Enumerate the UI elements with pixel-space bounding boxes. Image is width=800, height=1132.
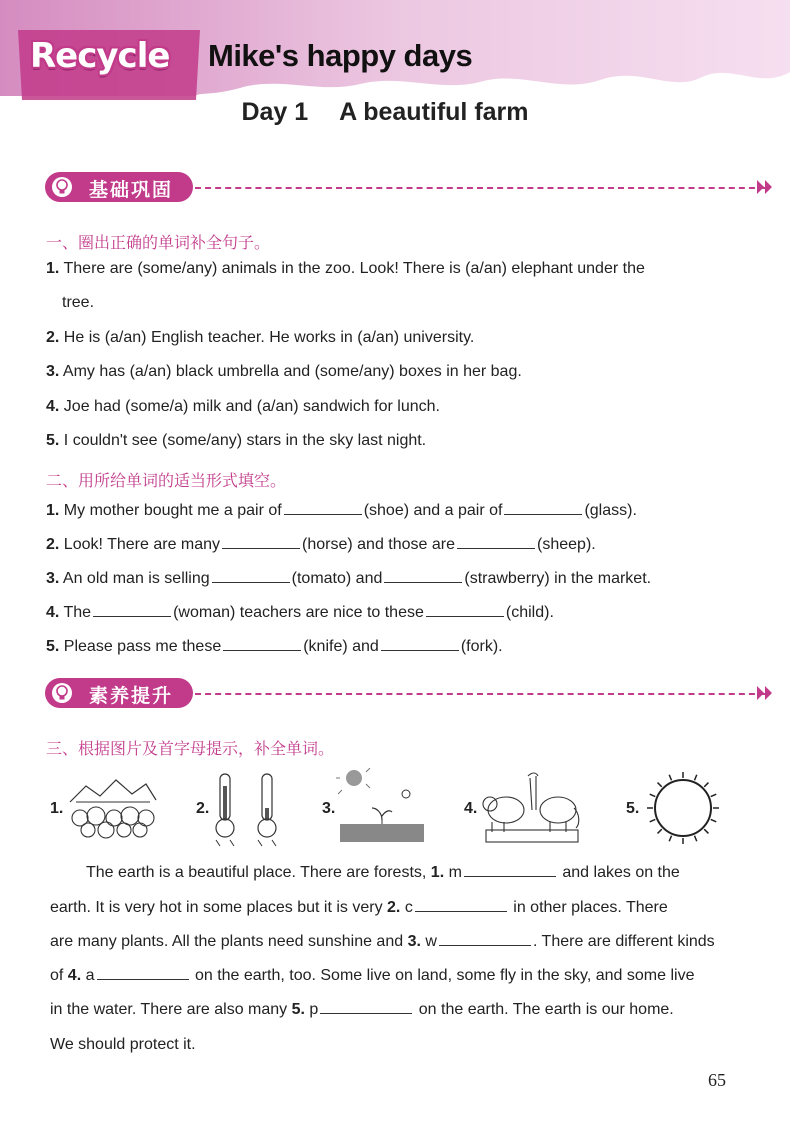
- list-item: 3. An old man is selling (tomato) and (strawberry) in the market.: [46, 570, 652, 587]
- answer-blank[interactable]: [504, 500, 582, 515]
- answer-blank[interactable]: [320, 999, 412, 1014]
- passage-line: We should protect it.: [50, 1036, 196, 1053]
- animals-picture: [480, 770, 584, 848]
- person-figure: [711, 794, 717, 796]
- list-item: 1. There are (some/any) animals in the zoo. Look! There is (a/an) elephant under the: [46, 260, 645, 277]
- person-figure: [658, 829, 662, 833]
- person-figure: [658, 783, 662, 787]
- recycle-badge: Recycle: [30, 36, 170, 76]
- list-item: 1. My mother bought me a pair of (shoe) and a pair of (glass).: [46, 502, 637, 519]
- day-title: [0, 98, 770, 127]
- list-item: 5. I couldn't see (some/any) stars in the sky last night.: [46, 432, 427, 449]
- part1-title: 一、圈出正确的单词补全句子。: [46, 233, 271, 252]
- list-item: 4. The (woman) teachers are nice to these (child).: [46, 604, 554, 621]
- answer-blank[interactable]: [97, 965, 189, 980]
- picture-number: 3.: [322, 800, 336, 817]
- passage-line: in the water. There are also many 5. p on the earth. The earth is our home.: [50, 1001, 674, 1018]
- answer-blank[interactable]: [439, 931, 531, 946]
- passage-line: are many plants. All the plants need sunshine and 3. w . There are different kinds: [50, 933, 715, 950]
- passage-line: The earth is a beautiful place. There are forests, 1. m and lakes on the: [86, 864, 680, 881]
- dashed-divider: [195, 693, 765, 695]
- list-item: 4. Joe had (some/a) milk and (a/an) sandwich for lunch.: [46, 398, 440, 415]
- person-figure: [694, 836, 696, 842]
- person-figure: [650, 819, 656, 821]
- section-header-basic: [45, 172, 785, 202]
- list-item: 3. Amy has (a/an) black umbrella and (some/any) boxes in her bag.: [46, 363, 522, 380]
- list-item: tree.: [62, 294, 95, 311]
- lightbulb-icon: [51, 176, 73, 198]
- answer-blank[interactable]: [93, 602, 171, 617]
- answer-blank[interactable]: [415, 897, 507, 912]
- part2-title: 二、用所给单词的适当形式填空。: [46, 471, 287, 490]
- person-figure: [704, 783, 708, 787]
- answer-blank[interactable]: [284, 500, 362, 515]
- person-figure: [694, 775, 696, 781]
- answer-blank[interactable]: [223, 636, 301, 651]
- dashed-divider: [195, 187, 765, 189]
- answer-blank[interactable]: [464, 862, 556, 877]
- thermometer-picture: [208, 770, 284, 848]
- answer-blank[interactable]: [426, 602, 504, 617]
- answer-blank[interactable]: [381, 636, 459, 651]
- picture-number: 4.: [464, 800, 478, 817]
- list-item: 2. He is (a/an) English teacher. He works in (a/an) university.: [46, 329, 475, 346]
- answer-blank[interactable]: [212, 568, 290, 583]
- person-figure: [704, 829, 708, 833]
- day-label: Day 1: [241, 98, 309, 126]
- part3-title: 三、根据图片及首字母提示，补全单词。: [46, 739, 335, 758]
- sunny-seedling-picture: [336, 768, 428, 848]
- section-label: 素养提升: [89, 685, 174, 707]
- double-arrow-icon: [757, 686, 773, 700]
- answer-blank[interactable]: [222, 534, 300, 549]
- answer-blank[interactable]: [384, 568, 462, 583]
- mountain-forest-picture: [66, 772, 158, 844]
- person-figure: [669, 775, 671, 781]
- picture-number: 5.: [626, 800, 640, 817]
- unit-title: Mike's happy days: [208, 38, 473, 73]
- page-number: 65: [708, 1070, 726, 1090]
- day-subtitle: A beautiful farm: [339, 98, 529, 126]
- picture-number: 1.: [50, 800, 64, 817]
- answer-blank[interactable]: [457, 534, 535, 549]
- lightbulb-icon: [51, 682, 73, 704]
- list-item: 2. Look! There are many (horse) and those are (sheep).: [46, 536, 596, 553]
- section-label: 基础巩固: [89, 179, 174, 201]
- section-header-advanced: [45, 678, 785, 708]
- person-figure: [669, 836, 671, 842]
- passage-line: of 4. a on the earth, too. Some live on land, some fly in the sky, and some live: [50, 967, 695, 984]
- list-item: 5. Please pass me these (knife) and (fork).: [46, 638, 503, 655]
- person-figure: [650, 794, 656, 796]
- earth-people-picture: [644, 770, 722, 846]
- person-figure: [711, 819, 717, 821]
- passage-line: earth. It is very hot in some places but it is very 2. c in other places. There: [50, 899, 668, 916]
- double-arrow-icon: [757, 180, 773, 194]
- picture-number: 2.: [196, 800, 210, 817]
